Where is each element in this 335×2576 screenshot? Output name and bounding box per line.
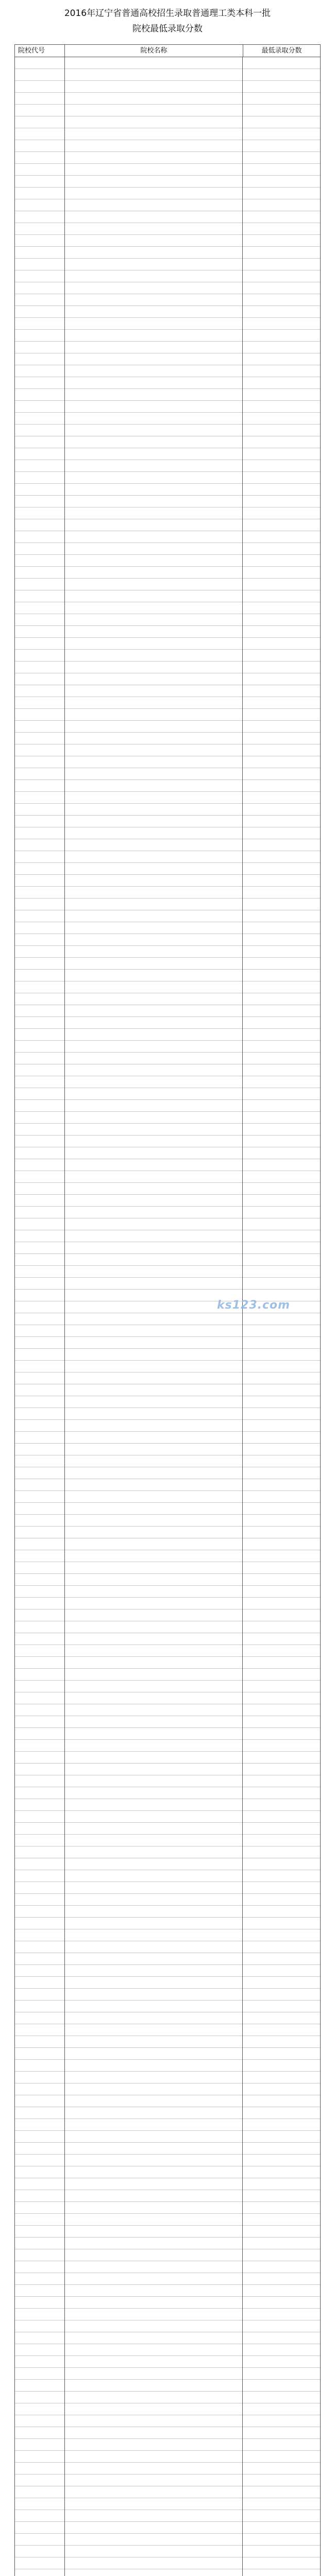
column-divider [242, 57, 243, 2576]
column-divider [64, 57, 65, 2576]
column-header-code: 院校代号 [18, 47, 45, 55]
document-subtitle: 院校最低录取分数 [132, 24, 203, 34]
column-header-score: 最低录取分数 [243, 45, 320, 57]
table-body [15, 57, 320, 2576]
document-title: 2016年辽宁省普通高校招生录取普通理工类本科一批 [64, 8, 271, 19]
table-header-row [15, 45, 320, 57]
column-header-name: 院校名称 [64, 45, 243, 57]
watermark: ks123.com [217, 1299, 291, 1312]
score-table [14, 44, 321, 2576]
